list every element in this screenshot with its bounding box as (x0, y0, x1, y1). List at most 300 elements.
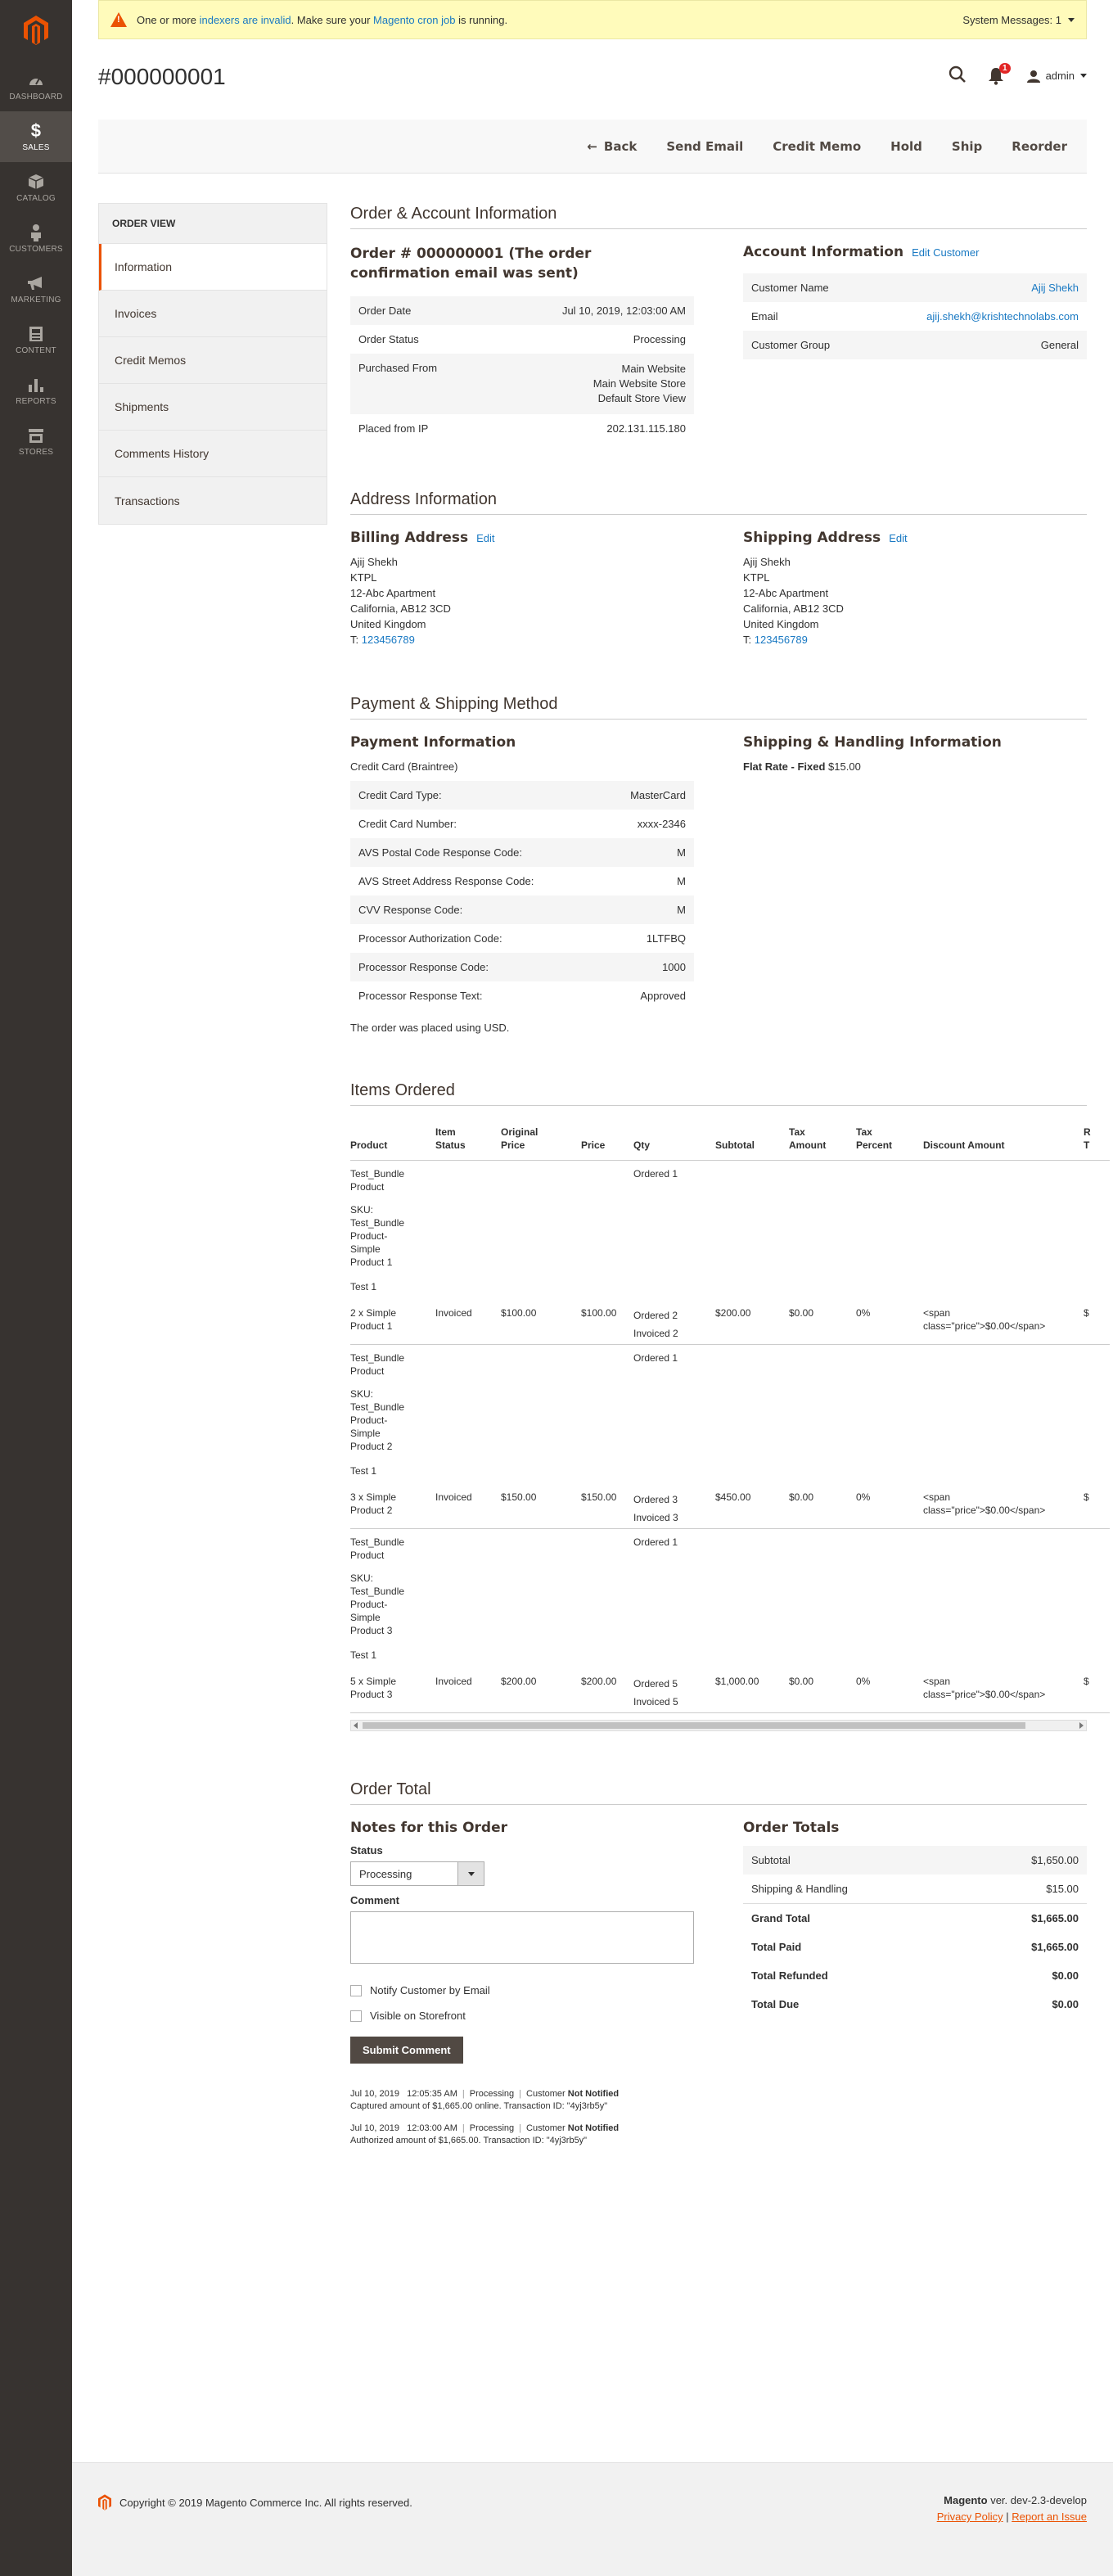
address-columns (350, 530, 1087, 647)
customer-name-label: Customer Name (743, 273, 867, 302)
subtotal: $1,000.00 (715, 1676, 759, 1687)
ship-button[interactable]: Ship (951, 138, 983, 154)
history-note: Captured amount of $1,665.00 online. Transaction ID: "4yj3rb5y" (350, 2101, 608, 2111)
totals-label: Total Due (751, 1998, 800, 2010)
payment-row-label: Credit Card Type: (350, 781, 600, 810)
bundle-parent-row (350, 1529, 1110, 1662)
payment-row-label: Credit Card Number: (358, 818, 457, 830)
table-row (350, 896, 694, 924)
history-time: 12:05:35 AM (407, 2089, 457, 2099)
bundle-option-label: Test 1 (350, 1649, 377, 1661)
billing-phone-link[interactable]: 123456789 (361, 634, 415, 646)
payment-row-value: Approved (640, 990, 686, 1002)
original-price: $150.00 (501, 1491, 537, 1503)
notify-customer-checkbox[interactable] (350, 1984, 694, 1996)
bundle-child-row (350, 1662, 1110, 1713)
customer-email-link[interactable]: ajij.shekh@krishtechnolabs.com (926, 310, 1079, 323)
payment-row-value: MasterCard (600, 781, 694, 810)
status-label: Status (350, 1844, 383, 1856)
edit-billing-link[interactable]: Edit (476, 532, 495, 544)
order-info-table (350, 296, 694, 443)
copyright-text: Copyright © 2019 Magento Commerce Inc. All rights reserved. (119, 2496, 412, 2509)
nav-dashboard[interactable] (0, 61, 72, 111)
header-line: Tax (856, 1126, 872, 1138)
items-section-title: Items Ordered (350, 1081, 1087, 1106)
sku-value: Simple (350, 1428, 381, 1439)
table-row (350, 981, 694, 1010)
totals-value: $0.00 (1052, 1969, 1079, 1982)
page-footer (72, 2462, 1113, 2576)
order-totals-heading: Order Totals (743, 1820, 840, 1836)
original-price: $100.00 (501, 1307, 537, 1319)
notifications-button[interactable] (988, 63, 1007, 85)
visible-storefront-checkbox[interactable] (350, 2010, 694, 2022)
order-account-section-title: Order & Account Information (350, 205, 1087, 229)
edit-customer-link[interactable]: Edit Customer (912, 246, 980, 259)
email-label: Email (751, 310, 778, 323)
tax-percent: 0% (856, 1307, 871, 1319)
header-line: R (1084, 1126, 1091, 1138)
qty-invoiced: Invoiced 2 (633, 1328, 678, 1339)
tab-credit-memos[interactable]: Credit Memos (99, 337, 327, 384)
send-email-button[interactable]: Send Email (666, 138, 744, 154)
nav-marketing-label: MARKETING (11, 295, 61, 305)
items-table-body (350, 1161, 1110, 1713)
privacy-policy-link[interactable]: Privacy Policy (936, 2511, 1003, 2523)
footer-brand: Magento (944, 2494, 988, 2506)
subtotal: $450.00 (715, 1491, 751, 1503)
separator: | (462, 2089, 465, 2099)
sku-value: Product 2 (350, 1441, 393, 1452)
billing-street: 12-Abc Apartment (350, 587, 436, 599)
currency-note: The order was placed using USD. (350, 1022, 510, 1034)
account-information (743, 244, 1087, 443)
payment-row-label: CVV Response Code: (350, 896, 600, 924)
order-total-section-title: Order Total (350, 1780, 1087, 1805)
visible-storefront-label: Visible on Storefront (370, 2010, 466, 2022)
shipping-method-name: Flat Rate - Fixed (743, 760, 826, 773)
order-notes (350, 1820, 694, 2147)
totals-value: $1,665.00 (1031, 1941, 1079, 1953)
billing-phone-prefix: T: (350, 634, 362, 646)
nav-reports-label: REPORTS (16, 396, 56, 406)
child-product-name: Product 2 (350, 1505, 393, 1516)
history-notified: Not Notified (567, 2089, 620, 2099)
totals-value: $1,650.00 (962, 1846, 1087, 1874)
nav-sales-label: SALES (22, 142, 50, 152)
account-info-table (743, 273, 1087, 359)
notify-customer-label: Notify Customer by Email (370, 1984, 490, 1996)
address-section-title: Address Information (350, 490, 1087, 515)
tab-invoices[interactable]: Invoices (99, 291, 327, 337)
scroll-right-icon[interactable] (1079, 1722, 1084, 1729)
sku-value: Product- (350, 1230, 388, 1242)
bundle-product-name: Test_Bundle (350, 1536, 405, 1548)
shipping-heading-label: Shipping Address (743, 530, 881, 546)
discount-amount: <span (923, 1307, 951, 1319)
customer-group-value: General (867, 331, 1087, 359)
sku-value: Product 3 (350, 1625, 393, 1636)
reorder-button[interactable]: Reorder (1012, 138, 1067, 154)
shipping-phone-link[interactable]: 123456789 (754, 634, 808, 646)
back-button[interactable] (572, 139, 651, 154)
cron-job-link[interactable]: Magento cron job (373, 13, 456, 26)
column-header-tax-amount (789, 1119, 856, 1161)
footer-links (937, 2509, 1087, 2525)
history-status: Processing (469, 2123, 515, 2133)
discount-amount: class="price">$0.00</span> (923, 1320, 1046, 1332)
qty-ordered: Ordered 2 (633, 1310, 678, 1321)
history-note: Authorized amount of $1,665.00. Transaction ID: "4yj3rb5y" (350, 2136, 588, 2145)
table-row (350, 867, 694, 896)
bundle-child-row (350, 1293, 1110, 1345)
table-row (743, 1874, 1087, 1904)
column-header-row-total (1084, 1119, 1110, 1161)
payment-row-value: M (600, 838, 694, 867)
nav-customers-label: CUSTOMERS (9, 244, 63, 254)
header-line: T (1084, 1139, 1090, 1151)
history-item (350, 2088, 694, 2113)
history-time: 12:03:00 AM (407, 2123, 457, 2133)
comment-label: Comment (350, 1894, 399, 1906)
billing-address-block (350, 554, 694, 647)
separator: | (519, 2123, 522, 2133)
system-message-text (137, 14, 507, 26)
order-content (350, 205, 1091, 2147)
table-row (350, 354, 694, 414)
order-heading: Order # 000000001 (The order confirmation email was sent) (350, 246, 592, 282)
admin-user-menu[interactable] (1027, 70, 1087, 83)
original-price: $200.00 (501, 1676, 537, 1687)
history-item-meta (350, 2123, 694, 2135)
payment-method: Credit Card (Braintree) (350, 760, 458, 773)
bundle-qty-ordered: Ordered 1 (633, 1536, 678, 1548)
hold-button[interactable]: Hold (890, 138, 922, 154)
comment-textarea[interactable] (350, 1911, 694, 1964)
shipping-address (743, 530, 1087, 647)
page-main (72, 0, 1113, 2576)
column-header-price: Price (581, 1119, 633, 1161)
page-actions-bar (98, 120, 1087, 174)
subtotal: $200.00 (715, 1307, 751, 1319)
magento-logo[interactable] (0, 0, 72, 61)
store-name: Main Website Store (593, 377, 686, 390)
nav-sales[interactable] (0, 111, 72, 162)
table-row (743, 331, 1087, 359)
placed-from-ip-value: 202.131.115.180 (606, 422, 686, 435)
warning-icon (110, 12, 127, 27)
sku-value: Simple (350, 1612, 381, 1623)
sku-value: Product 1 (350, 1256, 393, 1268)
payment-row-label: Processor Authorization Code: (358, 932, 502, 945)
column-header-original-price (501, 1119, 581, 1161)
tax-percent: 0% (856, 1676, 871, 1687)
purchased-from-value (489, 354, 694, 414)
sku-label: SKU: (350, 1388, 374, 1400)
payment-columns (350, 734, 1087, 1034)
submit-comment-button[interactable]: Submit Comment (350, 2037, 463, 2064)
customer-group-label: Customer Group (743, 331, 867, 359)
table-row (743, 1846, 1087, 1874)
bundle-parent-row (350, 1345, 1110, 1478)
payment-row-value: M (600, 896, 694, 924)
totals-label: Grand Total (751, 1912, 810, 1924)
bundle-product-name: Product (350, 1181, 385, 1193)
child-product-name: Product 1 (350, 1320, 393, 1332)
item-status: Invoiced (435, 1676, 472, 1687)
payment-section-title: Payment & Shipping Method (350, 695, 1087, 720)
sku-value: Product- (350, 1414, 388, 1426)
payment-heading: Payment Information (350, 734, 516, 751)
column-header-qty: Qty (633, 1119, 715, 1161)
sku-label: SKU: (350, 1572, 374, 1584)
order-date-label: Order Date (350, 296, 489, 325)
megaphone-icon (27, 274, 45, 292)
order-status-label: Order Status (358, 333, 419, 345)
footer-version-text: ver. dev-2.3-develop (987, 2494, 1087, 2506)
payment-row-value: M (677, 875, 686, 887)
child-product-name: 2 x Simple (350, 1307, 397, 1319)
order-view-tabs (98, 203, 327, 525)
nav-customers[interactable] (0, 213, 72, 264)
scrollbar-thumb[interactable] (363, 1722, 1025, 1729)
admin-username: admin (1045, 70, 1075, 82)
checkbox-box[interactable] (350, 1985, 362, 1996)
sku-value: Test_Bundle (350, 1217, 405, 1229)
history-item-meta (350, 2088, 694, 2100)
version-line (937, 2493, 1087, 2509)
shipping-handling-heading: Shipping & Handling Information (743, 734, 1002, 751)
person-icon (27, 223, 45, 241)
bundle-qty-ordered: Ordered 1 (633, 1352, 678, 1364)
child-product-name: 3 x Simple (350, 1491, 397, 1503)
price: $200.00 (581, 1676, 617, 1687)
column-header-subtotal: Subtotal (715, 1119, 789, 1161)
header-line: Item (435, 1126, 456, 1138)
report-issue-link[interactable]: Report an Issue (1012, 2511, 1087, 2523)
header-line: Tax (789, 1126, 805, 1138)
row-total: $ (1084, 1676, 1089, 1687)
system-messages-count: System Messages: 1 (962, 13, 1061, 26)
totals-label: Subtotal (743, 1846, 962, 1874)
totals-value: $1,665.00 (1031, 1912, 1079, 1924)
column-header-item-status (435, 1119, 501, 1161)
tax-percent: 0% (856, 1491, 871, 1503)
history-customer: Customer (526, 2089, 566, 2099)
system-messages-toggle[interactable] (962, 14, 1075, 26)
tab-information[interactable]: Information (99, 244, 327, 291)
history-status: Processing (469, 2089, 515, 2099)
bundle-child-row (350, 1477, 1110, 1529)
billing-name: Ajij Shekh (350, 556, 398, 568)
totals-value: $15.00 (1046, 1883, 1079, 1895)
nav-reports[interactable] (0, 365, 72, 416)
footer-separator: | (1003, 2511, 1012, 2523)
page-title: #000000001 (98, 64, 226, 89)
content-icon (27, 325, 45, 343)
payment-row-value: 1LTFBQ (646, 932, 686, 945)
shipping-street: 12-Abc Apartment (743, 587, 829, 599)
customer-name-link[interactable]: Ajij Shekh (1031, 282, 1079, 294)
table-row (350, 781, 694, 810)
sku-value: Test_Bundle (350, 1401, 405, 1413)
search-icon[interactable] (949, 65, 967, 86)
table-header-row (350, 1119, 1110, 1161)
nav-marketing[interactable] (0, 264, 72, 314)
scroll-left-icon[interactable] (354, 1722, 358, 1729)
system-message-text-1: One or more (137, 13, 200, 26)
item-status: Invoiced (435, 1491, 472, 1503)
shipping-company: KTPL (743, 571, 770, 584)
billing-address (350, 530, 694, 647)
qty-ordered: Ordered 3 (633, 1494, 678, 1505)
sku-value: Test_Bundle (350, 1586, 405, 1597)
tab-shipments[interactable]: Shipments (99, 384, 327, 431)
payment-row-label: AVS Street Address Response Code: (358, 875, 534, 887)
items-horizontal-scrollbar[interactable] (350, 1720, 1087, 1731)
table-row (743, 1961, 1087, 1990)
account-heading-label: Account Information (743, 244, 904, 260)
admin-sidebar (0, 0, 72, 2576)
table-row (743, 273, 1087, 302)
payment-info-table (350, 781, 694, 1010)
items-ordered-grid (350, 1119, 1110, 1713)
payment-row-label: Processor Response Text: (358, 990, 483, 1002)
chevron-down-icon (1080, 74, 1087, 78)
nav-catalog-label: CATALOG (16, 193, 56, 203)
discount-amount: class="price">$0.00</span> (923, 1505, 1046, 1516)
row-total: $ (1084, 1491, 1089, 1503)
shipping-city: California, AB12 3CD (743, 602, 844, 615)
order-totals-table (743, 1846, 1087, 2019)
totals-value: $0.00 (1052, 1998, 1079, 2010)
header-line: Price (501, 1139, 525, 1151)
billing-company: KTPL (350, 571, 377, 584)
status-select[interactable] (350, 1861, 484, 1886)
shipping-handling-information (743, 734, 1087, 1034)
indexers-link[interactable]: indexers are invalid (199, 13, 291, 26)
tax-amount: $0.00 (789, 1307, 814, 1319)
bundle-option-label: Test 1 (350, 1465, 377, 1477)
back-button-label: Back (603, 138, 638, 154)
bundle-product-name: Test_Bundle (350, 1168, 405, 1180)
header-line: Original (501, 1126, 538, 1138)
tax-amount: $0.00 (789, 1676, 814, 1687)
qty-invoiced: Invoiced 3 (633, 1512, 678, 1523)
price: $100.00 (581, 1307, 617, 1319)
item-status: Invoiced (435, 1307, 472, 1319)
tabs-title: ORDER VIEW (99, 204, 327, 244)
sku-value: Product- (350, 1599, 388, 1610)
totals-label: Shipping & Handling (751, 1883, 848, 1895)
credit-memo-button[interactable]: Credit Memo (773, 138, 862, 154)
header-line: Amount (789, 1139, 827, 1151)
billing-heading (350, 530, 694, 546)
shipping-heading (743, 530, 1087, 546)
order-total-columns (350, 1820, 1087, 2147)
nav-catalog[interactable] (0, 162, 72, 213)
tab-comments-history[interactable]: Comments History (99, 431, 327, 477)
column-header-product: Product (350, 1119, 435, 1161)
row-total: $ (1084, 1307, 1089, 1319)
discount-amount: <span (923, 1491, 951, 1503)
edit-shipping-link[interactable]: Edit (889, 532, 908, 544)
shipping-method-price: $15.00 (828, 760, 861, 773)
magento-logo-icon (98, 2494, 111, 2511)
copyright (98, 2494, 412, 2511)
table-row (350, 953, 694, 981)
bundle-option-label: Test 1 (350, 1281, 377, 1293)
bundle-qty-ordered: Ordered 1 (633, 1168, 678, 1180)
table-row (743, 1933, 1087, 1961)
history-item (350, 2123, 694, 2147)
price: $150.00 (581, 1491, 617, 1503)
dashboard-icon (27, 71, 45, 89)
totals-label: Total Paid (751, 1941, 802, 1953)
comments-history-list (350, 2088, 694, 2147)
table-row (350, 296, 694, 325)
website-name: Main Website (621, 363, 686, 375)
history-customer: Customer (526, 2123, 566, 2133)
history-date: Jul 10, 2019 (350, 2089, 399, 2099)
footer-version (937, 2493, 1087, 2525)
payment-information (350, 734, 694, 1034)
separator: | (519, 2089, 522, 2099)
nav-stores[interactable] (0, 416, 72, 467)
bundle-product-name: Test_Bundle (350, 1352, 405, 1364)
table-row (350, 810, 694, 838)
payment-row-label: AVS Postal Code Response Code: (350, 838, 600, 867)
items-table (350, 1119, 1110, 1713)
bundle-parent-row (350, 1161, 1110, 1294)
store-icon (27, 426, 45, 444)
box-icon (27, 173, 45, 191)
payment-row-label: Processor Response Code: (350, 953, 600, 981)
payment-row-value: 1000 (600, 953, 694, 981)
table-row (350, 414, 694, 443)
order-status-value: Processing (633, 333, 686, 345)
column-header-tax-percent (856, 1119, 923, 1161)
table-row (350, 325, 694, 354)
notification-count-badge: 1 (999, 63, 1011, 74)
qty-ordered: Ordered 5 (633, 1678, 678, 1690)
shipping-phone-prefix: T: (743, 634, 755, 646)
store-view-name: Default Store View (597, 392, 686, 404)
system-message-text-2: . Make sure your (291, 13, 374, 26)
shipping-name: Ajij Shekh (743, 556, 791, 568)
shipping-phone (743, 632, 1087, 647)
system-message-text-3: is running. (455, 13, 508, 26)
tab-transactions[interactable]: Transactions (115, 494, 180, 508)
purchased-from-label: Purchased From (350, 354, 489, 414)
placed-from-ip-label: Placed from IP (358, 422, 429, 435)
child-product-name: Product 3 (350, 1689, 393, 1700)
table-row (350, 924, 694, 953)
shipping-address-block (743, 554, 1087, 647)
child-product-name: 5 x Simple (350, 1676, 397, 1687)
billing-heading-label: Billing Address (350, 530, 469, 546)
nav-content-label: CONTENT (16, 345, 56, 355)
account-heading (743, 244, 1087, 260)
discount-amount: class="price">$0.00</span> (923, 1689, 1046, 1700)
dollar-icon: $ (30, 120, 42, 141)
checkbox-box[interactable] (350, 2010, 362, 2022)
sku-value: Simple (350, 1243, 381, 1255)
billing-country: United Kingdom (350, 618, 426, 630)
shipping-country: United Kingdom (743, 618, 819, 630)
totals-label: Total Refunded (751, 1969, 828, 1982)
nav-content[interactable] (0, 314, 72, 365)
